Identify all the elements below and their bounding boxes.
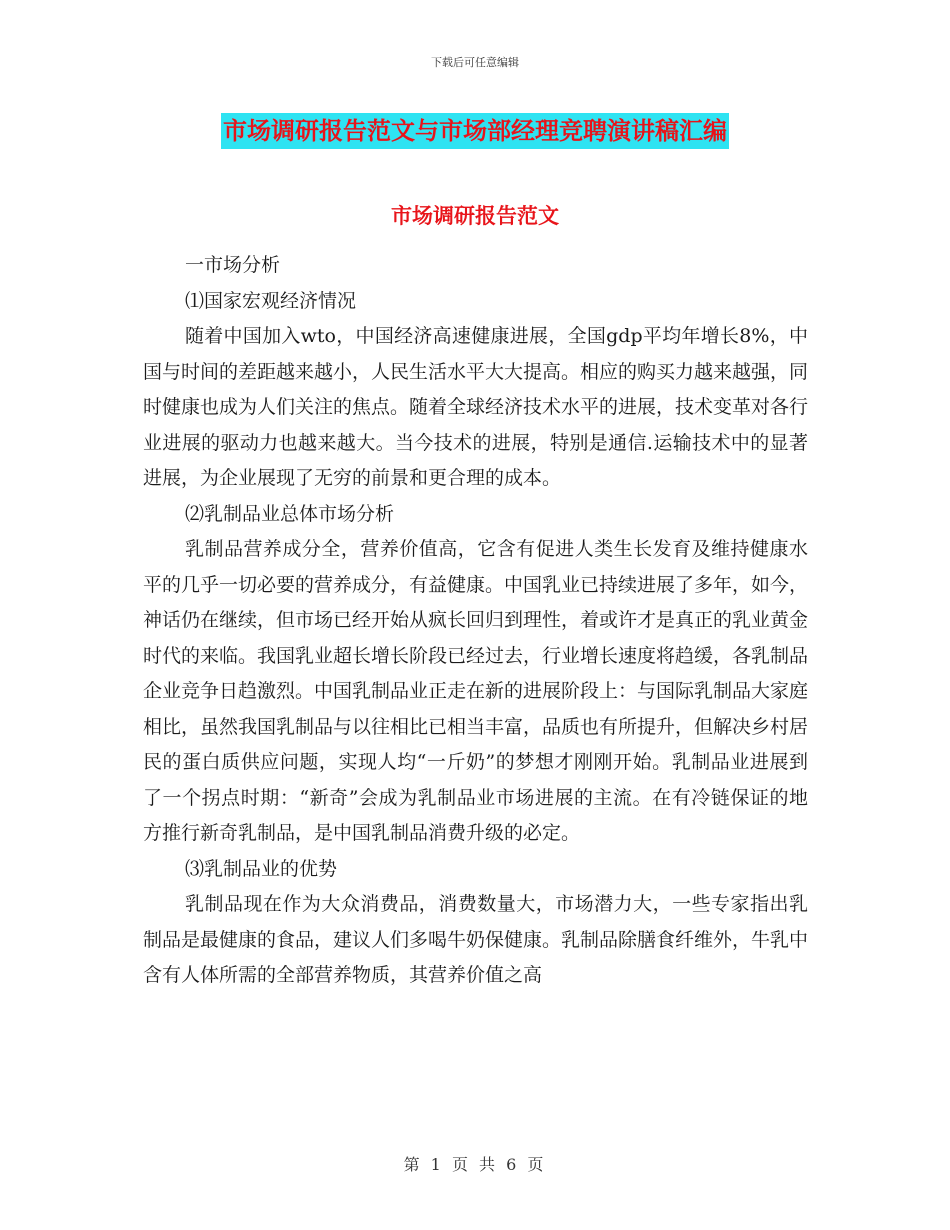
subheading-dairy-advantage: ⑶乳制品业的优势 [185, 857, 338, 880]
heading-market-analysis: 一市场分析 [185, 254, 281, 276]
subheading-macro-economy: ⑴国家宏观经济情况 [185, 289, 357, 312]
document-body [143, 248, 808, 994]
subheading-dairy-market: ⑵乳制品业总体市场分析 [185, 502, 395, 525]
paragraph-dairy-market: 乳制品营养成分全，营养价值高，它含有促进人类生长发育及维持健康水平的几乎一切必要的营养成分，有益健康。中国乳业已持续进展了多年，如今，神话仍在继续，但市场已经开始从疯长回归到理性，着或许才是真正的乳业黄金时代的来临。我国乳业超长增长阶段已经过去，行业增长速度将趋缓，各乳制品企业竞争日趋激烈。中国乳制品业正走在新的进展阶段上：与国际乳制品大家庭相比，虽然我国乳制品与以往相比已相当丰富，品质也有所提升，但解决乡村居民的蛋白质供应问题，实现人均“一斤奶”的梦想才刚刚开始。乳制品业进展到了一个拐点时期：“新奇”会成为乳制品业市场进展的主流。在有冷链保证的地方推行新奇乳制品，是中国乳制品消费升级的必定。 [143, 538, 809, 844]
paragraph-macro-economy: 随着中国加入wto，中国经济高速健康进展，全国gdp平均年增长8%，中国与时间的差距越来越小，人民生活水平大大提高。相应的购买力越来越强，同时健康也成为人们关注的焦点。随着全球经济技术水平的进展，技术变革对各行业进展的驱动力也越来越大。当今技术的进展，特别是通信.运输技术中的显著进展，为企业展现了无穷的前景和更合理的成本。 [143, 325, 809, 489]
section-title: 市场调研报告范文 [391, 203, 559, 228]
page-header-note: 下载后可任意编辑 [431, 56, 519, 69]
document-title: 市场调研报告范文与市场部经理竞聘演讲稿汇编 [221, 113, 729, 149]
document-title-container [0, 113, 950, 149]
paragraph-dairy-advantage: 乳制品现在作为大众消费品，消费数量大，市场潜力大，一些专家指出乳制品是最健康的食品，建议人们多喝牛奶保健康。乳制品除膳食纤维外，牛乳中含有人体所需的全部营养物质，其营养价值之高 [143, 893, 809, 986]
page-number: 第 1 页 共 6 页 [403, 1155, 547, 1174]
